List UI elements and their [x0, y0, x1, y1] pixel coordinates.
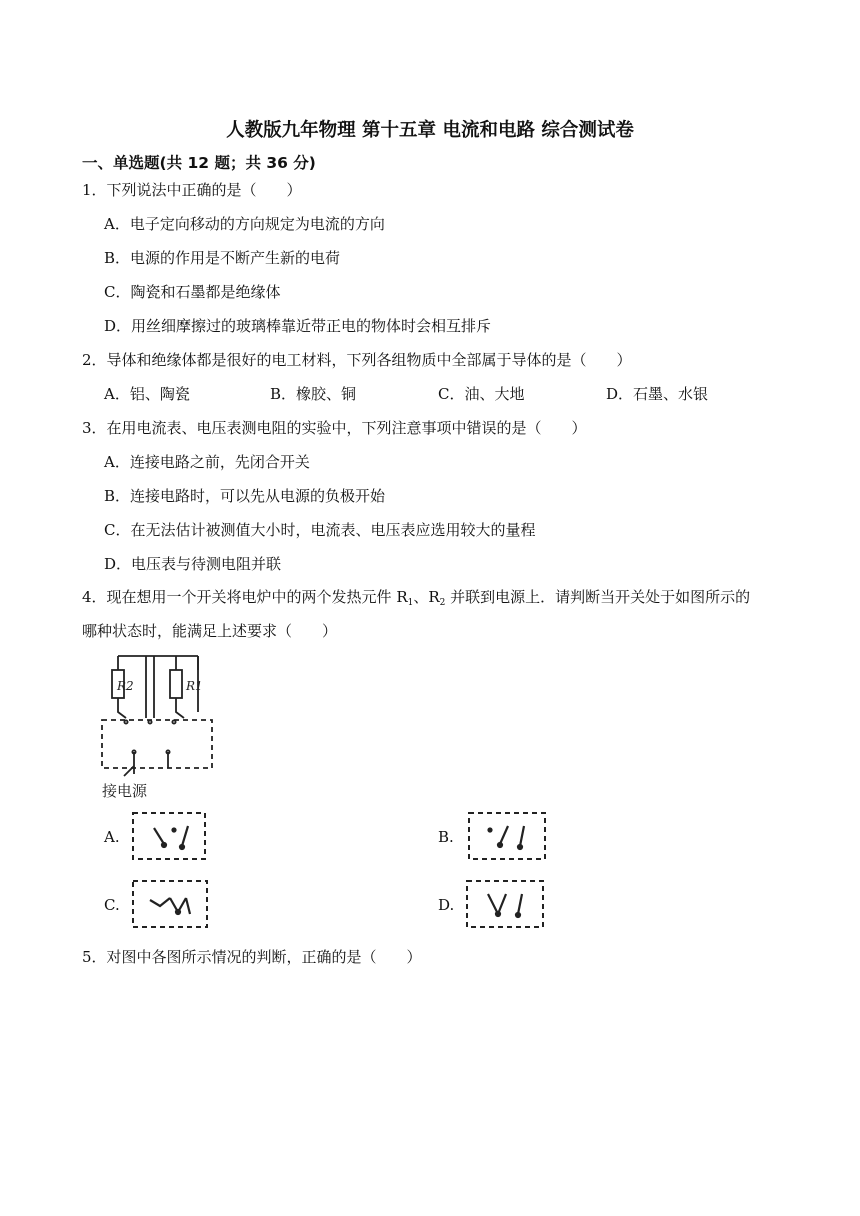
question-2-option-b[interactable]: B．橡胶、铜	[270, 385, 357, 403]
r2-label: R2	[117, 679, 134, 693]
question-4-stem: 4．现在想用一个开关将电炉中的两个发热元件 $R_1$、$R_2$ 并联到电源上．请判断当开关处于如图所示的	[82, 588, 751, 608]
question-3-option-a[interactable]: A．连接电路之前，先闭合开关	[104, 453, 310, 471]
question-2-option-d[interactable]: D．石墨、水银	[606, 385, 709, 403]
question-1-stem: 1．下列说法中正确的是（ ）	[82, 181, 302, 199]
switch-state-a-figure[interactable]	[130, 810, 208, 862]
question-5-stem: 5．对图中各图所示情况的判断，正确的是（ ）	[82, 948, 422, 966]
question-4-stem-line2: 哪种状态时，能满足上述要求（ ）	[82, 622, 338, 640]
power-source-caption: 接电源	[102, 782, 148, 800]
question-4-option-c[interactable]: C.	[104, 896, 120, 914]
question-2-option-a[interactable]: A．铝、陶瓷	[104, 385, 190, 403]
switch-state-d-figure[interactable]	[464, 878, 546, 930]
question-1-option-d[interactable]: D．用丝细摩擦过的玻璃棒靠近带正电的物体时会相互排斥	[104, 317, 492, 335]
question-4-circuit-figure	[98, 650, 222, 802]
page-title: 人教版九年物理 第十五章 电流和电路 综合测试卷	[226, 120, 634, 141]
question-1-option-a[interactable]: A．电子定向移动的方向规定为电流的方向	[104, 215, 385, 233]
section-heading: 一、单选题(共 12 题；共 36 分)	[82, 154, 316, 172]
question-3-option-c[interactable]: C．在无法估计被测值大小时，电流表、电压表应选用较大的量程	[104, 521, 536, 539]
switch-state-b-figure[interactable]	[466, 810, 548, 862]
question-2-stem: 2．导体和绝缘体都是很好的电工材料，下列各组物质中全部属于导体的是（ ）	[82, 351, 632, 369]
question-4-option-a[interactable]: A.	[104, 828, 120, 846]
question-4-option-b[interactable]: B.	[438, 828, 454, 846]
question-4-option-d[interactable]: D.	[438, 896, 455, 914]
question-2-option-c[interactable]: C．油、大地	[438, 385, 525, 403]
question-3-option-d[interactable]: D．电压表与待测电阻并联	[104, 555, 282, 573]
switch-state-c-figure[interactable]	[130, 878, 210, 930]
question-3-option-b[interactable]: B．连接电路时，可以先从电源的负极开始	[104, 487, 386, 505]
question-3-stem: 3．在用电流表、电压表测电阻的实验中，下列注意事项中错误的是（ ）	[82, 419, 587, 437]
question-1-option-c[interactable]: C．陶瓷和石墨都是绝缘体	[104, 283, 281, 301]
question-1-option-b[interactable]: B．电源的作用是不断产生新的电荷	[104, 249, 341, 267]
r1-label: R1	[186, 679, 203, 693]
